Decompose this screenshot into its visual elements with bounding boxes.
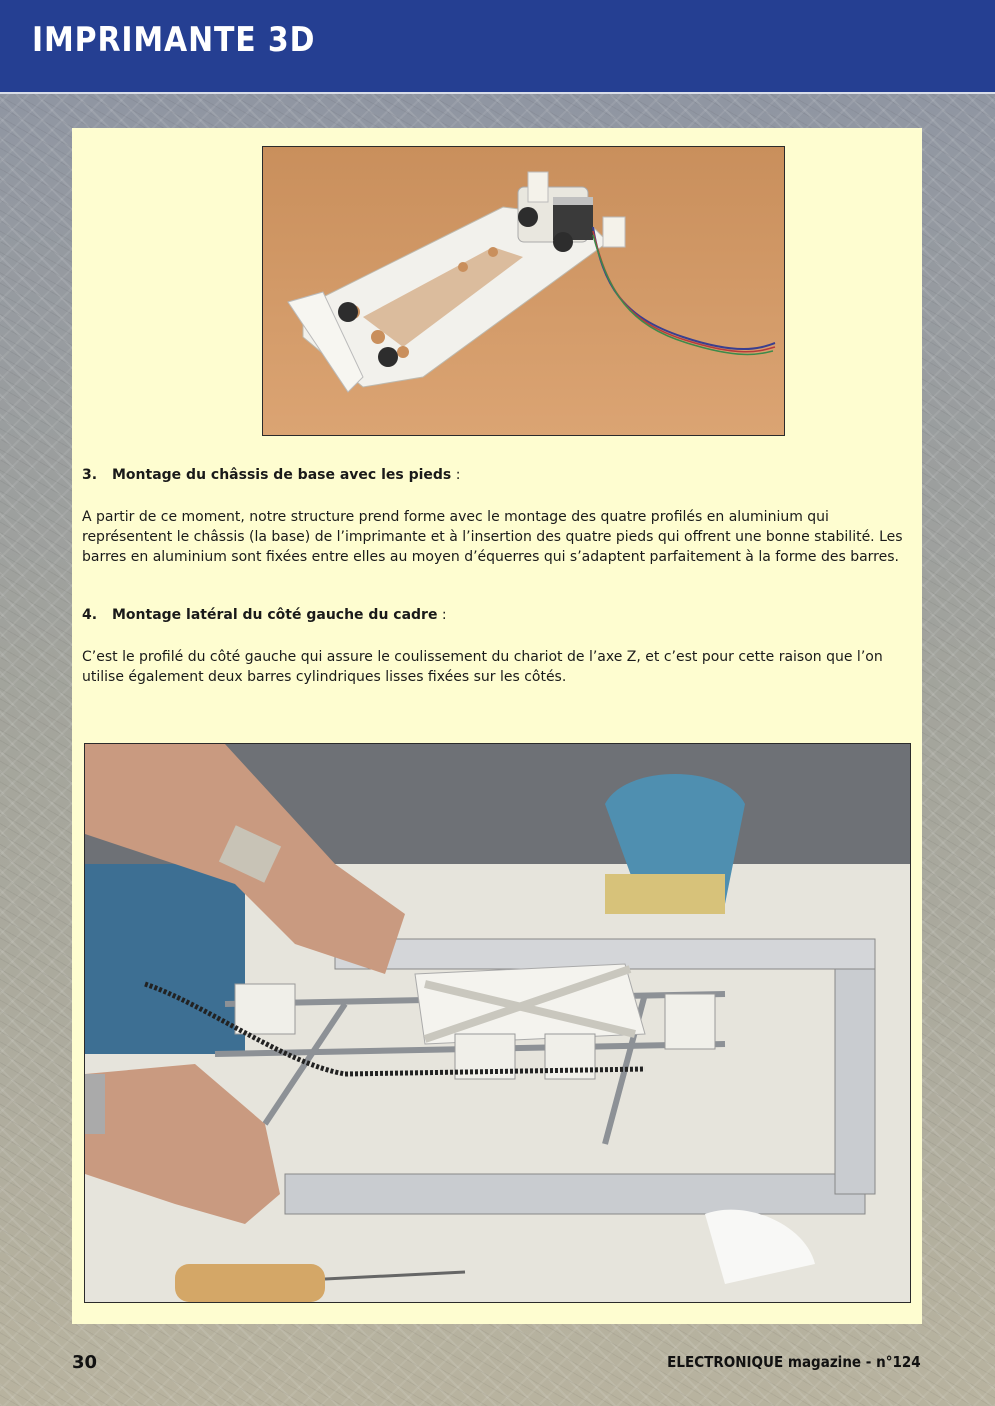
section-4-number: 4.	[82, 607, 98, 623]
content-panel	[72, 128, 922, 1324]
photo-base-assembly	[262, 146, 785, 436]
section-3-heading	[82, 467, 460, 483]
page-header	[0, 0, 995, 94]
magazine-prefix: ELECTRONIQUE	[667, 1353, 784, 1371]
section-3-body: A partir de ce moment, notre structure prend forme avec le montage des quatre profilés en aluminium qui représentent le châssis (la base) de l’imprimante et à l’insertion des quatre pieds qui offrent une bonne stabilité. Les barres en aluminium sont fixées entre elles au moyen d’équerres qui s’adaptent parfaitement à la forme des barres.	[82, 509, 903, 565]
section-4-title: Montage latéral du côté gauche du cadre	[112, 607, 438, 623]
magazine-footer	[668, 1353, 921, 1371]
page-number: 30	[72, 1352, 98, 1373]
section-3-number: 3.	[82, 467, 98, 483]
section-4-body: C’est le profilé du côté gauche qui assure le coulissement du chariot de l’axe Z, et c’est pour cette raison que l’on utilise également deux barres cylindriques lisses fixées sur les côtés.	[82, 649, 883, 685]
photo-frame-assembly	[84, 743, 911, 1303]
magazine-name: magazine - n°124	[783, 1353, 921, 1371]
section-3-suffix: :	[451, 467, 461, 483]
section-4-suffix: :	[437, 607, 447, 623]
page-title: IMPRIMANTE 3D	[32, 20, 316, 60]
section-4-heading	[82, 607, 447, 623]
section-3-title: Montage du châssis de base avec les pieds	[112, 467, 452, 483]
